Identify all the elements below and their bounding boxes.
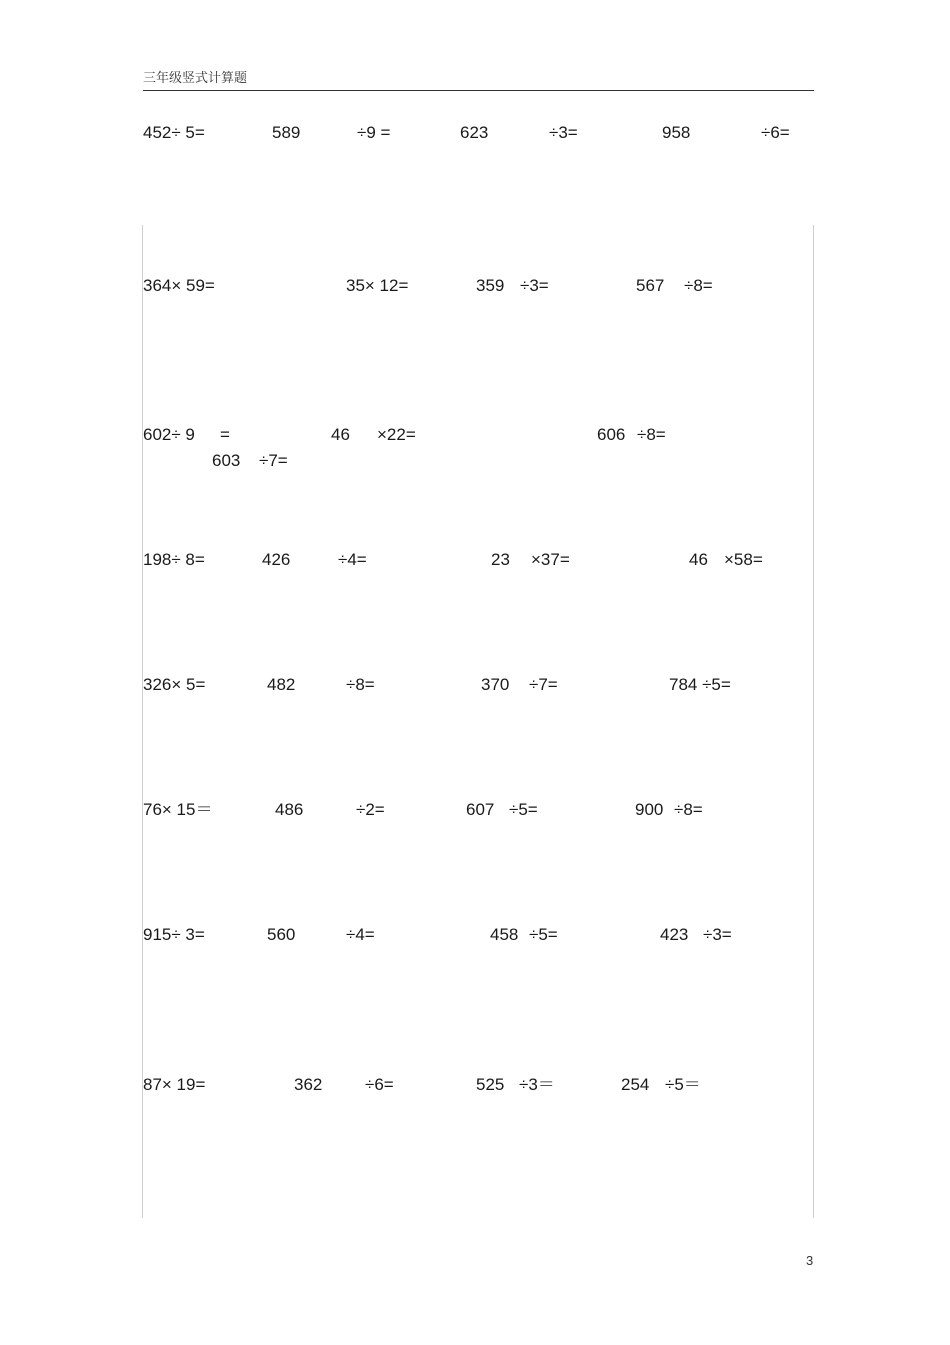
problem-text: ÷6= [365, 1075, 394, 1094]
problem-text: 76× 15＝ [143, 800, 213, 819]
problem-text: 326× 5= [143, 675, 206, 694]
problem-text: 458 [490, 925, 519, 944]
problem-text: 603 [212, 451, 241, 470]
problem-text: 482 [267, 675, 296, 694]
problem-text: ÷8= [674, 800, 703, 819]
worksheet-title: 三年级竖式计算题 [143, 71, 248, 86]
left-margin-line [142, 225, 143, 1218]
problem-text: ÷5＝ [665, 1075, 701, 1094]
problem-text: ÷5= [509, 800, 538, 819]
problem-text: 87× 19= [143, 1075, 206, 1094]
problem-text: 567 [636, 276, 665, 295]
problem-text: 589 [272, 123, 301, 142]
problem-text: 23 [491, 550, 510, 569]
problem-text: 602÷ 9 [143, 425, 195, 444]
problem-text: 607 [466, 800, 495, 819]
problem-text: 525 [476, 1075, 505, 1094]
problem-text: 623 [460, 123, 489, 142]
page-number: 3 [806, 1253, 814, 1268]
problem-text: 900 [635, 800, 664, 819]
problem-text: 958 [662, 123, 691, 142]
problem-text: 606 [597, 425, 626, 444]
problem-text: ÷8= [684, 276, 713, 295]
problem-text: 35× 12= [346, 276, 409, 295]
problem-text: ÷4= [346, 925, 375, 944]
problem-text: ÷8= [346, 675, 375, 694]
problem-text: 784 ÷5= [669, 675, 731, 694]
problem-text: ÷3= [520, 276, 549, 295]
problem-text: ÷8= [637, 425, 666, 444]
right-margin-line [813, 225, 814, 1218]
problem-text: ÷7= [529, 675, 558, 694]
problem-text: 359 [476, 276, 505, 295]
problem-text: ÷6= [761, 123, 790, 142]
problem-text: 198÷ 8= [143, 550, 205, 569]
problem-text: ÷3＝ [519, 1075, 555, 1094]
problem-text: ÷4= [338, 550, 367, 569]
header-rule [143, 90, 814, 91]
problem-text: = [220, 425, 230, 444]
problem-text: 915÷ 3= [143, 925, 205, 944]
problem-text: 46 [331, 425, 350, 444]
problem-text: ÷2= [356, 800, 385, 819]
problem-text: 364× 59= [143, 276, 215, 295]
problem-text: 370 [481, 675, 510, 694]
problem-text: 46 [689, 550, 708, 569]
problem-text: ×58= [724, 550, 763, 569]
problem-text: ÷9 = [357, 123, 391, 142]
problem-text: 423 [660, 925, 689, 944]
problem-text: 362 [294, 1075, 323, 1094]
problem-text: 486 [275, 800, 304, 819]
problem-text: ×22= [377, 425, 416, 444]
problem-text: ÷3= [703, 925, 732, 944]
problem-text: ÷5= [529, 925, 558, 944]
problem-text: 426 [262, 550, 291, 569]
problem-text: 254 [621, 1075, 650, 1094]
problem-text: ÷3= [549, 123, 578, 142]
problem-text: 452÷ 5= [143, 123, 205, 142]
problem-text: ×37= [531, 550, 570, 569]
problem-text: 560 [267, 925, 296, 944]
problem-text: ÷7= [259, 451, 288, 470]
